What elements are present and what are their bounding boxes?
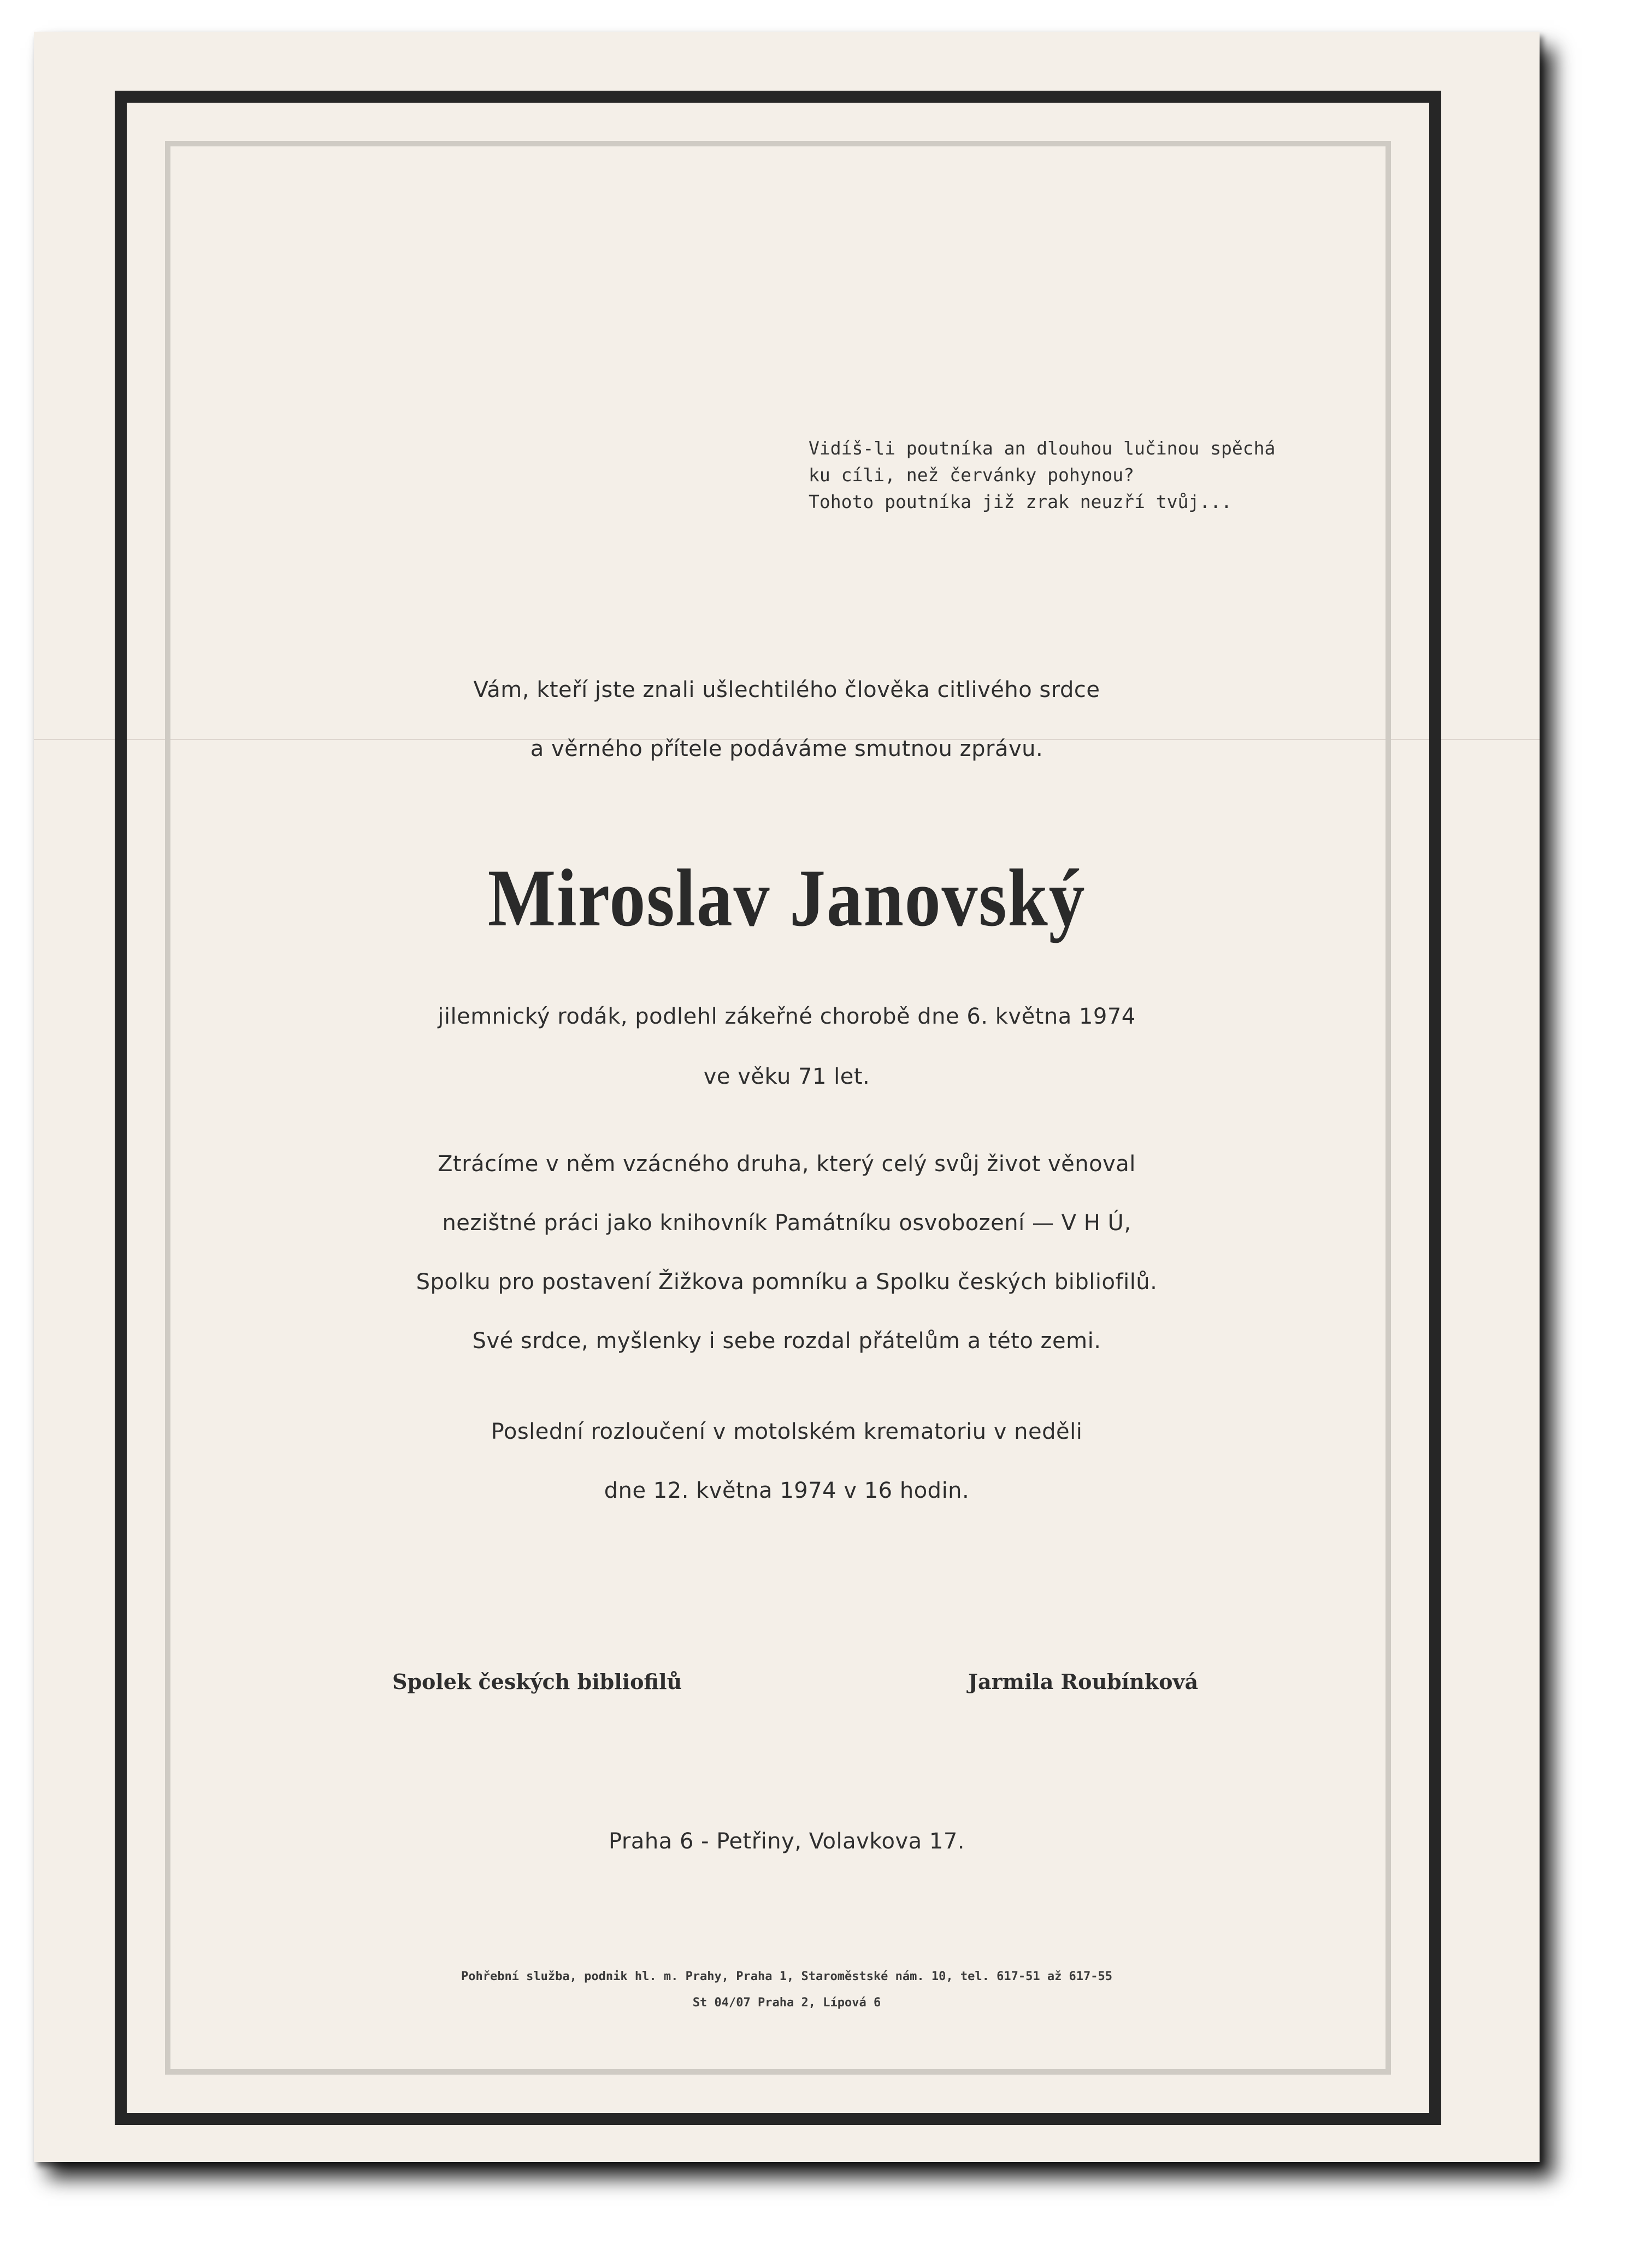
farewell-line: dne 12. května 1974 v 16 hodin.: [604, 1478, 970, 1503]
inner-grey-border: [165, 141, 1391, 2075]
intro-line: a věrného přítele podáváme smutnou zprávu.: [530, 736, 1043, 761]
verse-line: Tohoto poutníka již zrak neuzří tvůj...: [809, 491, 1232, 512]
signatory-right: Jarmila Roubínková: [968, 1669, 1199, 1694]
tribute-line: Spolku pro postavení Žižkova pomníku a Spolku českých bibliofilů.: [416, 1269, 1158, 1295]
tribute-line: Ztrácíme v něm vzácného druha, který celý svůj život věnoval: [438, 1151, 1136, 1177]
verse-line: ku cíli, než červánky pohynou?: [809, 464, 1135, 486]
farewell-line: Poslední rozloučení v motolském krematoriu v neděli: [491, 1419, 1083, 1444]
signatory-left: Spolek českých bibliofilů: [392, 1669, 682, 1694]
death-notice-line: ve věku 71 let.: [703, 1064, 870, 1089]
address-line: Praha 6 - Petřiny, Volavkova 17.: [608, 1829, 965, 1854]
tribute-line: nezištné práci jako knihovník Památníku osvobození — V H Ú,: [442, 1210, 1131, 1236]
printer-line: Pohřební služba, podnik hl. m. Prahy, Praha 1, Staroměstské nám. 10, tel. 617-51 až 617-55: [461, 1970, 1113, 1983]
tribute-line: Své srdce, myšlenky i sebe rozdal přátelům a této zemi.: [472, 1328, 1101, 1354]
intro-line: Vám, kteří jste znali ušlechtilého člověka citlivého srdce: [473, 677, 1100, 702]
verse-line: Vidíš-li poutníka an dlouhou lučinou spěchá: [809, 438, 1276, 459]
verse-epigraph: [809, 435, 1275, 515]
deceased-name: Miroslav Janovský: [487, 853, 1086, 943]
funeral-notice-sheet: [34, 32, 1540, 2162]
death-notice-line: jilemnický rodák, podlehl zákeřné chorobě dne 6. května 1974: [438, 1004, 1136, 1029]
printer-line: St 04/07 Praha 2, Lípová 6: [692, 1996, 881, 2010]
